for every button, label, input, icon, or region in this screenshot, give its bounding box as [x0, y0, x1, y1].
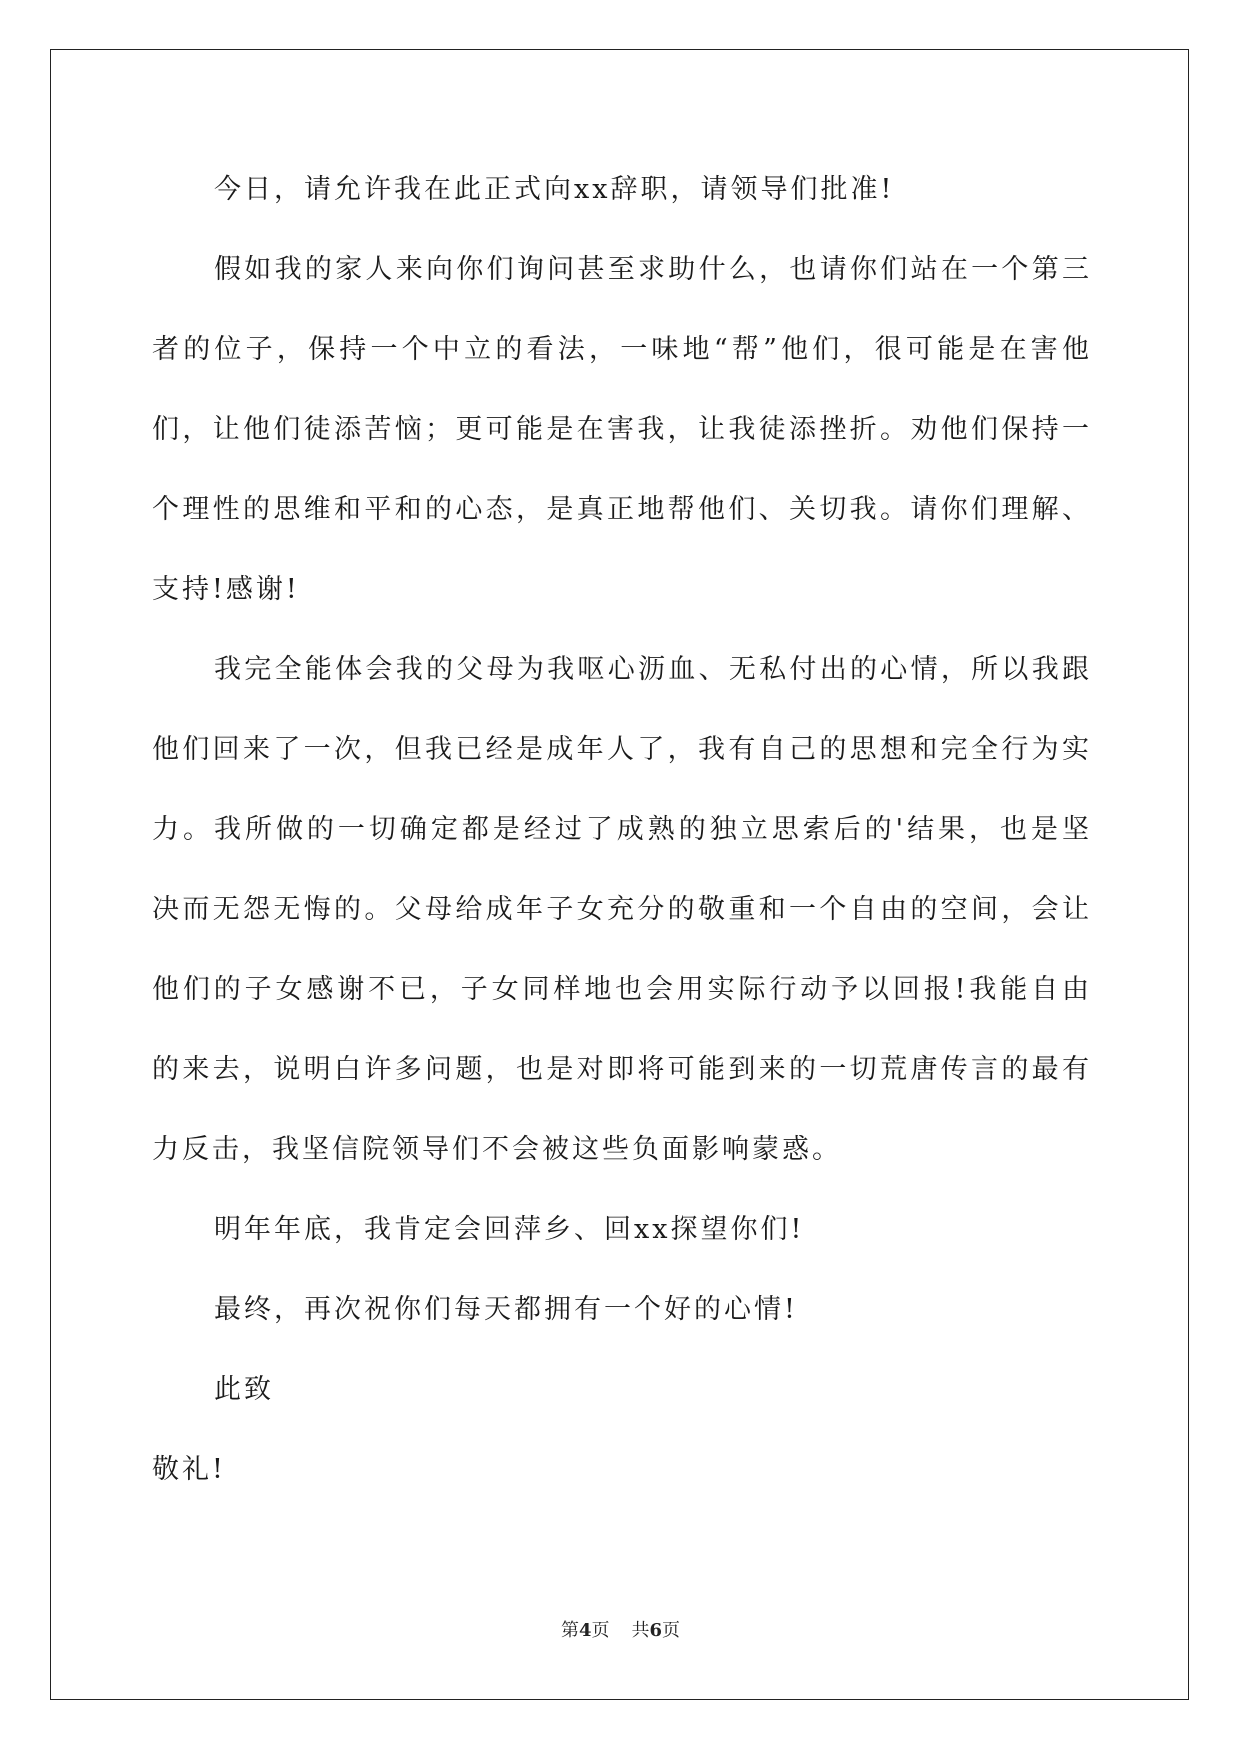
page-prefix: 第 — [560, 1620, 579, 1641]
closing-regards: 敬礼! — [152, 1454, 226, 1485]
page-total: 6 — [649, 1620, 663, 1641]
document-body — [152, 150, 1092, 1510]
page-current: 4 — [578, 1620, 592, 1641]
total-prefix: 共 — [631, 1620, 650, 1641]
paragraph-wishes: 最终，再次祝你们每天都拥有一个好的心情! — [214, 1294, 798, 1325]
paragraph-return-visit: 明年年底，我肯定会回萍乡、回xx探望你们! — [214, 1214, 805, 1245]
page-suffix: 页 — [591, 1620, 610, 1641]
paragraph-resignation: 今日，请允许我在此正式向xx辞职，请领导们批准! — [214, 174, 895, 205]
page-footer — [0, 1616, 1241, 1642]
closing-salutation: 此致 — [214, 1374, 274, 1405]
paragraph-parents: 我完全能体会我的父母为我呕心沥血、无私付出的心情，所以我跟他们回来了一次，但我已经是成年人了，我有自己的思想和完全行为实力。我所做的一切确定都是经过了成熟的独立思索后的'结果，也是坚决而无怨无悔的。父母给成年子女充分的敬重和一个自由的空间，会让他们的子女感谢不已，子女同样地也会用实际行动予以回报!我能自由的来去，说明白许多问题，也是对即将可能到来的一切荒唐传言的最有力反击，我坚信院领导们不会被这些负面影响蒙惑。 — [152, 654, 1092, 1165]
total-suffix: 页 — [662, 1620, 681, 1641]
paragraph-family-request: 假如我的家人来向你们询问甚至求助什么，也请你们站在一个第三者的位子，保持一个中立的看法，一味地“帮”他们，很可能是在害他们，让他们徒添苦恼；更可能是在害我，让我徒添挫折。劝他们保持一个理性的思维和平和的心态，是真正地帮他们、关切我。请你们理解、支持!感谢! — [152, 254, 1092, 605]
